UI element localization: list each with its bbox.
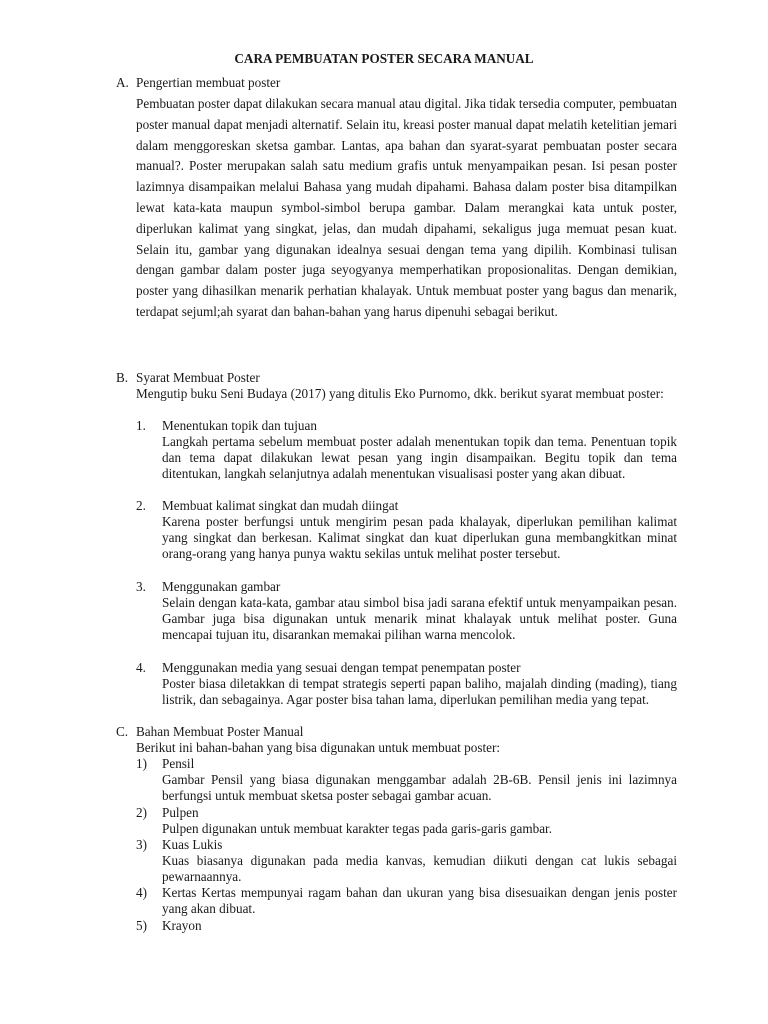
section-c-item-description: Kertas Kertas mempunyai ragam bahan dan ukuran yang bisa disesuaikan dengan jenis poster yang akan dibuat. bbox=[162, 885, 677, 916]
section-a-letter: A. bbox=[116, 75, 129, 90]
section-b-title: Syarat Membuat Poster bbox=[136, 370, 260, 385]
section-c-item-title: Kuas Lukis bbox=[162, 837, 223, 852]
section-b-item-number: 1. bbox=[136, 418, 146, 433]
section-a-heading bbox=[116, 75, 281, 91]
section-b-item-number: 2. bbox=[136, 498, 146, 513]
section-c-item-description: Kuas biasanya digunakan pada media kanvas, kemudian diikuti dengan cat lukis sebagai pewarnaannya. bbox=[162, 853, 677, 884]
section-c-item-title: Krayon bbox=[162, 918, 202, 933]
section-b-item-title: Menentukan topik dan tujuan bbox=[162, 418, 317, 433]
section-b-intro: Mengutip buku Seni Budaya (2017) yang ditulis Eko Purnomo, dkk. berikut syarat membuat poster: bbox=[136, 386, 664, 401]
section-c-item-number: 5) bbox=[136, 918, 147, 933]
document-title: CARA PEMBUATAN POSTER SECARA MANUAL bbox=[234, 51, 534, 66]
section-c-item-number: 1) bbox=[136, 756, 147, 771]
section-c-intro: Berikut ini bahan-bahan yang bisa digunakan untuk membuat poster: bbox=[136, 740, 501, 755]
section-c-item-title: Pensil bbox=[162, 756, 195, 771]
section-b-item-description: Langkah pertama sebelum membuat poster adalah menentukan topik dan tema. Penentuan topik dan tema dapat dilakukan lewat pesan yang ingin disampaikan. Begitu topik dan tema ditentukan, langkah selanjutnya adalah menentukan visualisasi poster yang akan dibuat. bbox=[162, 434, 677, 481]
section-b-item-description: Selain dengan kata-kata, gambar atau simbol bisa jadi sarana efektif untuk menyampaikan pesan. Gambar juga bisa digunakan untuk menarik minat khalayak untuk melihat poster. Guna mencapai tujuan itu, disarankan memakai pilihan warna mencolok. bbox=[162, 595, 677, 642]
section-c-heading bbox=[116, 724, 304, 740]
section-b-item-description: Karena poster berfungsi untuk mengirim pesan pada khalayak, diperlukan pemilihan kalimat yang singkat dan berkesan. Kalimat singkat dan kuat diperlukan guna membangkitkan minat orang-orang yang hanya punya waktu sekilas untuk melihat poster tersebut. bbox=[162, 514, 677, 561]
section-b-item-description: Poster biasa diletakkan di tempat strategis seperti papan baliho, majalah dinding (mading), tiang listrik, dan sebagainya. Agar poster bisa tahan lama, diperlukan pemilihan media yang tepat. bbox=[162, 676, 677, 707]
section-b-item-title: Menggunakan gambar bbox=[162, 579, 281, 594]
section-b-item-number: 3. bbox=[136, 579, 146, 594]
section-a-paragraph: Pembuatan poster dapat dilakukan secara manual atau digital. Jika tidak tersedia computer, pembuatan poster manual dapat menjadi alternatif. Selain itu, kreasi poster manual dapat melatih ketelitian jemari dalam menggoreskan sketsa gambar. Lantas, apa bahan dan syarat-syarat pembuatan poster secara manual?. Poster merupakan salah satu medium grafis untuk menyampaikan pesan. Isi pesan poster lazimnya disampaikan melalui Bahasa yang mudah dipahami. Bahasa dalam poster bisa ditampilkan lewat kata-kata maupun symbol-simbol berupa gambar. Dalam merangkai kata untuk poster, diperlukan kalimat yang singkat, jelas, dan mudah dipahami, sekaligus juga memuat pesan kuat. Selain itu, gambar yang digunakan idealnya sesuai dengan tema yang dipilih. Kombinasi tulisan dengan gambar dalam poster juga seyogyanya memperhatikan proposionalitas. Dengan demikian, poster yang dihasilkan menarik perhatian khalayak. Untuk membuat poster yang bagus dan menarik, terdapat sejuml;ah syarat dan bahan-bahan yang harus dipenuhi sebagai berikut. bbox=[136, 96, 677, 319]
section-c-item-title: Pulpen bbox=[162, 805, 199, 820]
section-b-item-title: Menggunakan media yang sesuai dengan tempat penempatan poster bbox=[162, 660, 521, 675]
section-c-item-number: 3) bbox=[136, 837, 147, 852]
section-c-item-description: Gambar Pensil yang biasa digunakan menggambar adalah 2B-6B. Pensil jenis ini lazimnya berfungsi untuk membuat sketsa poster sebagai gambar acuan. bbox=[162, 772, 677, 803]
section-c-item-description: Pulpen digunakan untuk membuat karakter tegas pada garis-garis gambar. bbox=[162, 821, 553, 836]
section-c-item-number: 4) bbox=[136, 885, 147, 900]
section-b-item-number: 4. bbox=[136, 660, 146, 675]
section-b-item-title: Membuat kalimat singkat dan mudah diingat bbox=[162, 498, 399, 513]
section-b-letter: B. bbox=[116, 370, 129, 385]
section-b-heading bbox=[116, 370, 260, 386]
section-c-letter: C. bbox=[116, 724, 129, 739]
section-c-item-number: 2) bbox=[136, 805, 147, 820]
section-c-title: Bahan Membuat Poster Manual bbox=[136, 724, 304, 739]
section-a-title: Pengertian membuat poster bbox=[136, 75, 281, 90]
